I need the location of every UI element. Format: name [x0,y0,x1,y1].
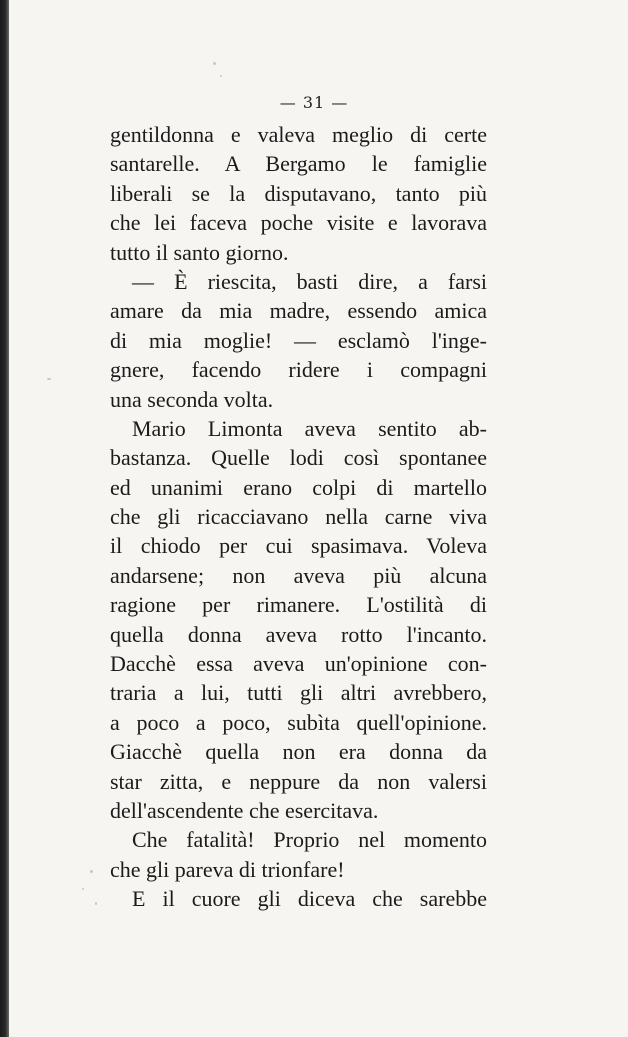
text-line: santarelle. A Bergamo le famiglie [110,151,487,177]
text-line: liberali se la disputavano, tanto più [110,180,487,206]
text-line: ragione per rimanere. L'ostilità di [110,592,487,618]
text-line: bastanza. Quelle lodi così spontanee [110,445,487,471]
paper-speck [47,378,51,380]
text-line: dell'ascendente che esercitava. [110,797,379,823]
text-line: una seconda volta. [110,386,274,412]
text-line: che gli pareva di trionfare! [110,856,345,882]
text-line: tutto il santo giorno. [110,239,289,265]
text-line: star zitta, e neppure da non valersi [110,768,487,794]
binding-edge [0,0,9,1037]
paper-speck [220,75,222,77]
text-line: amare da mia madre, essendo amica [110,298,487,324]
body-text [110,120,487,914]
text-line: ed unanimi erano colpi di martello [110,474,487,500]
text-line: E il cuore gli diceva che sarebbe [132,886,487,912]
text-line: quella donna aveva rotto l'incanto. [110,621,487,647]
page-number: — 31 — [279,93,349,112]
text-line: gentildonna e valeva meglio di certe [110,122,487,147]
text-line: che lei faceva poche visite e lavorava [110,210,487,236]
text-line: Mario Limonta aveva sentito ab- [132,415,487,441]
text-line: — È riescita, basti dire, a farsi [132,268,487,294]
paper-speck [82,888,84,890]
text-line: a poco a poco, subìta quell'opinione. [110,709,487,735]
text-line: Dacchè essa aveva un'opinione con- [110,651,487,677]
text-line: il chiodo per cui spasimava. Voleva [110,533,487,559]
paper-speck [95,902,97,905]
text-line: di mia moglie! — esclamò l'inge- [110,327,487,353]
paper-speck [213,62,216,65]
paper-speck [90,870,93,873]
text-line: traria a lui, tutti gli altri avrebbero, [110,680,487,706]
text-line: che gli ricacciavano nella carne viva [110,504,487,530]
text-line: Che fatalità! Proprio nel momento [132,827,487,853]
text-line: Giacchè quella non era donna da [110,739,487,765]
text-line: gnere, facendo ridere i compagni [110,357,487,383]
text-line: andarsene; non aveva più alcuna [110,562,487,588]
